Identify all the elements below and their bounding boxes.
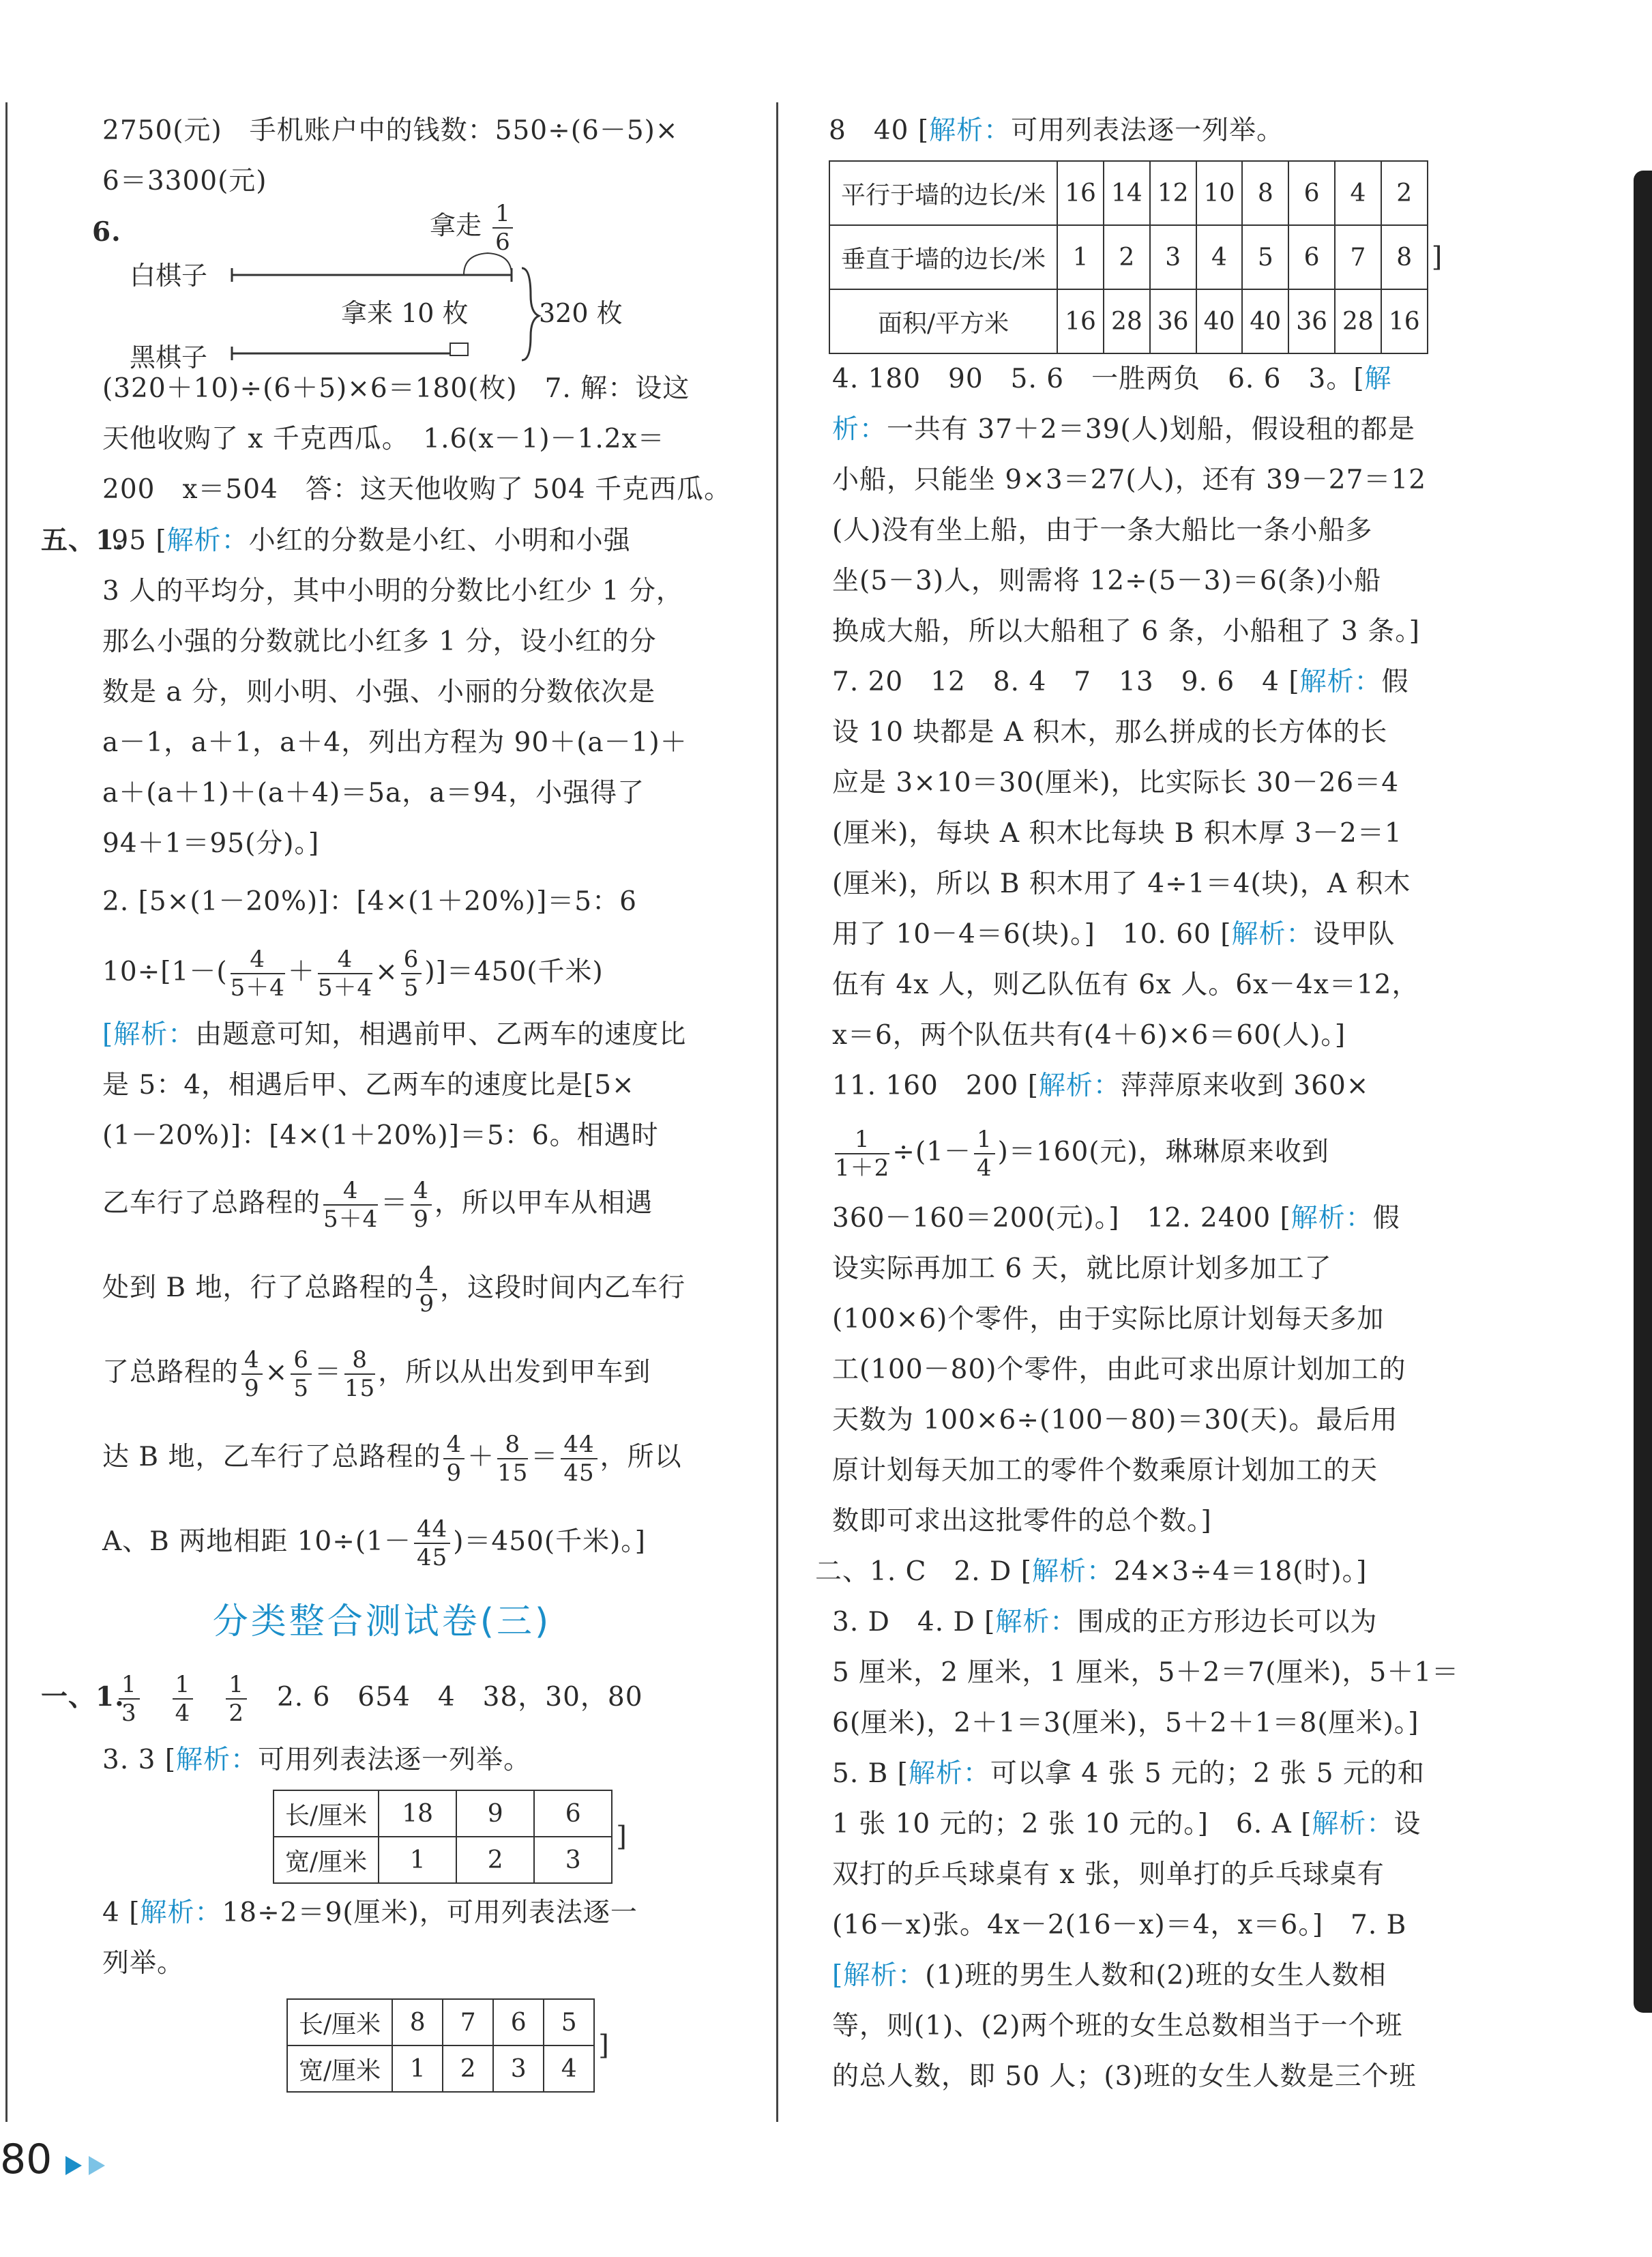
table-row — [287, 1999, 594, 2045]
table-cell: 4 — [544, 2045, 594, 2092]
text-part: )＝160(元)，琳琳原来收到 — [997, 1137, 1329, 1167]
table-cell: 7 — [443, 1999, 493, 2045]
analysis-label: 解析： — [1031, 1556, 1114, 1587]
analysis-text: 一共有 37＋2＝39(人)划船，假设租的都是 — [887, 414, 1415, 445]
length-width-table — [273, 1790, 613, 1884]
text-line: 小船，只能坐 9×3＝27(人)，还有 39－27＝12 — [832, 465, 1427, 495]
table-cell: 40 — [1196, 289, 1243, 353]
text-part: ，所以 — [600, 1442, 682, 1472]
analysis-label: [解析： — [832, 1960, 926, 1991]
table-cell: 长/厘米 — [287, 1999, 392, 2045]
text-line: 工(100－80)个零件，由此可求出原计划加工的 — [832, 1354, 1406, 1385]
table-cell: 6 — [1288, 225, 1335, 289]
analysis-label: 解析： — [1231, 919, 1314, 950]
fraction-top: 4 — [443, 1431, 464, 1459]
text-part: ，所以甲车从相遇 — [434, 1188, 653, 1219]
answer-text: 用了 10－4＝6(块)。] 10. 60 [ — [832, 919, 1232, 950]
operator: × — [265, 1357, 289, 1388]
analysis-line — [815, 1193, 1538, 1244]
operator: ＋ — [467, 1442, 495, 1472]
formula-line — [20, 935, 743, 1010]
fraction-top: 6 — [401, 946, 422, 974]
fraction-bottom: 1＋2 — [835, 1154, 890, 1182]
fraction-top: 4 — [323, 1177, 378, 1206]
text-line: 3 人的平均分，其中小明的分数比小红少 1 分， — [102, 576, 683, 607]
fraction — [443, 1431, 464, 1487]
fraction-top: 4 — [231, 946, 285, 974]
table-row — [829, 161, 1428, 225]
section-label: 五、1. — [41, 525, 125, 556]
fraction-line — [20, 1161, 743, 1246]
fraction-top: 1 — [173, 1671, 194, 1700]
text-line: (厘米)，每块 A 积木比每块 B 积木厚 3－2＝1 — [832, 818, 1402, 849]
text-line: 换成大船，所以大船租了 6 条，小船租了 3 条。] — [832, 616, 1420, 647]
fraction-bottom: 15 — [497, 1459, 529, 1487]
fraction — [226, 1671, 247, 1727]
fraction-bottom: 4 — [976, 1154, 992, 1182]
answer-text: 95 [ — [111, 525, 167, 556]
table-row — [274, 1837, 612, 1883]
analysis-line — [815, 657, 1538, 708]
text-part: A、B 两地相距 10÷(1－ — [102, 1526, 411, 1557]
analysis-text: 可以拿 4 张 5 元的；2 张 5 元的和 — [990, 1758, 1425, 1789]
analysis-line — [815, 1799, 1538, 1850]
fraction — [291, 1346, 312, 1402]
fraction-bottom: 5＋4 — [317, 974, 373, 1002]
fraction — [344, 1346, 375, 1402]
analysis-label: 解析： — [176, 1745, 259, 1775]
fraction-top: 1 — [492, 200, 513, 229]
analysis-line — [815, 1061, 1538, 1111]
table-cell: 36 — [1150, 289, 1196, 353]
answer-text: 4 [ — [102, 1897, 141, 1928]
closing-bracket: ] — [616, 1821, 627, 1852]
table-cell: 3 — [493, 2045, 544, 2092]
fraction-bottom: 45 — [563, 1459, 595, 1487]
fraction — [231, 946, 285, 1002]
fraction — [835, 1126, 889, 1182]
analysis-text: 设 — [1393, 1809, 1421, 1839]
text-line: 5 厘米，2 厘米，1 厘米，5＋2＝7(厘米)，5＋1＝ — [832, 1657, 1460, 1688]
table-cell: 4 — [1196, 225, 1243, 289]
table-cell: 平行于墙的边长/米 — [829, 161, 1057, 225]
table-row — [287, 2045, 594, 2092]
text-line: 是 5：4，相遇后甲、乙两车的速度比是[5× — [102, 1070, 635, 1101]
fraction-top: 1 — [226, 1671, 247, 1700]
text-line: 设实际再加工 6 天，就比原计划多加工了 — [832, 1253, 1332, 1284]
table-cell: 7 — [1335, 225, 1381, 289]
analysis-label: 解析： — [908, 1758, 990, 1789]
text-line: (厘米)，所以 B 积木用了 4÷1＝4(块)，A 积木 — [832, 869, 1411, 899]
answer-text: 360－160＝200(元)。] 12. 2400 [ — [832, 1203, 1291, 1234]
analysis-text: 萍萍原来收到 360× — [1120, 1071, 1370, 1101]
answer-text: 3. D 4. D [ — [832, 1607, 996, 1637]
text-part: ，这段时间内乙车行 — [440, 1272, 686, 1303]
fraction — [401, 946, 422, 1002]
fraction-line — [20, 1246, 743, 1330]
analysis-label: [解析： — [102, 1019, 196, 1050]
fraction-top: 4 — [411, 1177, 432, 1206]
fraction-line — [20, 1500, 743, 1584]
left-column — [20, 106, 743, 2093]
table-cell: 8 — [1381, 225, 1428, 289]
fraction-top: 8 — [497, 1431, 528, 1459]
table-cell: 6 — [493, 1999, 544, 2045]
analysis-label: 解析： — [1290, 1203, 1373, 1234]
text-line: 应是 3×10＝30(厘米)，比实际长 30－26＝4 — [832, 768, 1400, 798]
fraction-bottom: 6 — [495, 229, 510, 256]
section-one-line — [20, 1659, 743, 1735]
fraction — [318, 946, 372, 1002]
fraction-top: 1 — [974, 1126, 995, 1154]
bring-label: 拿来 10 枚 — [341, 298, 469, 328]
question-number: 6. — [92, 216, 121, 248]
operator: ＝ — [314, 1357, 342, 1388]
formula-part: )]＝450(千米) — [424, 957, 604, 987]
analysis-text: (1)班的男生人数和(2)班的女生人数相 — [925, 1960, 1387, 1991]
analysis-text: 小红的分数是小红、小明和小强 — [248, 525, 631, 556]
analysis-label: 解析： — [929, 115, 1012, 146]
answer-text: 3. 3 [ — [102, 1745, 177, 1775]
table-cell: 宽/厘米 — [274, 1837, 379, 1883]
table-cell: 1 — [379, 1837, 456, 1883]
text-part: 达 B 地，乙车行了总路程的 — [102, 1442, 441, 1472]
analysis-line — [20, 1735, 743, 1786]
closing-bracket: ] — [598, 2030, 609, 2061]
fraction — [974, 1126, 995, 1182]
table-cell: 2 — [1104, 225, 1150, 289]
table-cell: 3 — [1150, 225, 1196, 289]
page-edge-shadow — [1634, 171, 1652, 2013]
section-five-line — [20, 515, 743, 566]
analysis-text: 由题意可知，相遇前甲、乙两车的速度比 — [195, 1019, 687, 1050]
analysis-text: 18÷2＝9(厘米)，可用列表法逐一 — [222, 1897, 638, 1928]
table-cell: 36 — [1288, 289, 1335, 353]
text-line: (100×6)个零件，由于实际比原计划每天多加 — [832, 1304, 1385, 1335]
fraction-bottom: 45 — [416, 1544, 448, 1571]
formula-part: 10÷[1－( — [102, 957, 228, 987]
text-line: (1－20%)]：[4×(1＋20%)]＝5：6。相遇时 — [102, 1120, 659, 1151]
table-cell: 2 — [456, 1837, 534, 1883]
text-part: 了总路程的 — [102, 1357, 239, 1388]
table-cell: 9 — [456, 1790, 534, 1837]
answer-text: 二、1. C 2. D [ — [815, 1556, 1032, 1587]
fraction-top: 1 — [119, 1671, 140, 1700]
fraction-bottom: 15 — [344, 1375, 376, 1402]
fraction-bottom: 5＋4 — [230, 974, 285, 1002]
text-part: 处到 B 地，行了总路程的 — [102, 1272, 414, 1303]
table-wrapper — [20, 1989, 743, 2093]
table-row — [829, 289, 1428, 353]
text-line: 双打的乒乓球桌有 x 张，则单打的乒乓球桌有 — [832, 1859, 1385, 1890]
table-cell: 3 — [534, 1837, 612, 1883]
text-part: ÷(1－ — [892, 1137, 971, 1167]
table-cell: 16 — [1381, 289, 1428, 353]
table-cell: 28 — [1335, 289, 1381, 353]
table-cell: 垂直于墙的边长/米 — [829, 225, 1057, 289]
total-label: 320 枚 — [539, 298, 623, 328]
black-chess-label: 黑棋子 — [130, 343, 208, 373]
fraction — [173, 1671, 194, 1727]
fraction-bottom: 5 — [403, 974, 419, 1002]
table-cell: 12 — [1150, 161, 1196, 225]
table-wrapper — [20, 1786, 743, 1888]
fraction-bottom: 4 — [175, 1700, 191, 1727]
fraction — [414, 1515, 450, 1571]
text-line: 6＝3300(元) — [102, 166, 267, 196]
text-line: 的总人数，即 50 人；(3)班的女生人数是三个班 — [832, 2061, 1417, 2092]
table-cell: 2 — [1381, 161, 1428, 225]
text-line: 原计划每天加工的零件个数乘原计划加工的天 — [832, 1455, 1378, 1486]
next-arrows-icon — [65, 2153, 120, 2178]
table-row — [829, 225, 1428, 289]
fraction — [119, 1671, 140, 1727]
analysis-label: 解析： — [1038, 1071, 1121, 1101]
fraction — [497, 1431, 528, 1487]
table-cell: 5 — [1242, 225, 1288, 289]
length-width-table-2 — [286, 1998, 595, 2093]
table-cell: 14 — [1104, 161, 1150, 225]
answer-text: 2. 6 654 4 38，30，80 — [276, 1682, 643, 1713]
analysis-line — [20, 1010, 743, 1060]
fraction-line — [20, 1415, 743, 1500]
fraction-top: 44 — [561, 1431, 597, 1459]
table-cell: 10 — [1196, 161, 1243, 225]
table-cell: 40 — [1242, 289, 1288, 353]
table-cell: 面积/平方米 — [829, 289, 1057, 353]
analysis-text: 假 — [1372, 1203, 1400, 1234]
fraction-bottom: 3 — [121, 1700, 137, 1727]
fraction-line — [20, 1330, 743, 1415]
analysis-line — [815, 106, 1538, 156]
text-line: 2750(元) 手机账户中的钱数：550÷(6－5)× — [102, 115, 679, 146]
fraction-bottom: 2 — [228, 1700, 244, 1727]
closing-bracket: ] — [1431, 242, 1443, 273]
text-line: 天他收购了 x 千克西瓜。 1.6(x－1)－1.2x＝ — [102, 424, 665, 454]
text-line: 列举。 — [102, 1948, 185, 1979]
left-margin-rule — [5, 102, 8, 2122]
operator: ＝ — [381, 1188, 409, 1219]
analysis-line — [20, 1888, 743, 1938]
operator: ＋ — [287, 957, 315, 987]
fraction-top: 4 — [416, 1262, 437, 1290]
text-line: 天数为 100×6÷(100－80)＝30(天)。最后用 — [832, 1405, 1398, 1436]
analysis-text: 可用列表法逐一列举。 — [258, 1745, 531, 1775]
fraction-bottom: 5 — [293, 1375, 309, 1402]
fraction — [411, 1177, 432, 1233]
fraction-bottom: 9 — [413, 1206, 429, 1233]
table-cell: 4 — [1335, 161, 1381, 225]
analysis-line — [815, 405, 1538, 455]
fraction-top: 4 — [318, 946, 372, 974]
answer-text: 1 张 10 元的；2 张 10 元的。] 6. A [ — [832, 1809, 1312, 1839]
analysis-line — [815, 1951, 1538, 2001]
white-chess-label: 白棋子 — [130, 261, 208, 291]
fraction-top: 44 — [414, 1515, 450, 1544]
fraction-top: 1 — [835, 1126, 889, 1154]
text-line: (320＋10)÷(6＋5)×6＝180(枚) 7. 解：设这 — [102, 373, 690, 404]
analysis-line — [815, 1597, 1538, 1648]
text-line: 坐(5－3)人，则需将 12÷(5－3)＝6(条)小船 — [832, 566, 1382, 596]
analysis-label: 解 — [1364, 364, 1392, 394]
fraction-bottom: 5＋4 — [323, 1206, 379, 1233]
column-divider — [776, 102, 778, 2122]
answer-text: 4. 180 90 5. 6 一胜两负 6. 6 3。[ — [832, 364, 1365, 394]
area-table — [829, 160, 1428, 354]
fraction-top: 8 — [344, 1346, 375, 1375]
fraction-bottom: 9 — [419, 1290, 435, 1317]
text-line: a＋(a＋1)＋(a＋4)＝5a，a＝94，小强得了 — [102, 778, 645, 809]
analysis-label: 解析： — [1312, 1809, 1394, 1839]
fraction-top: 6 — [291, 1346, 312, 1375]
fraction-bottom: 9 — [446, 1459, 462, 1487]
text-line: x＝6，两个队伍共有(4＋6)×6＝60(人)。] — [832, 1020, 1346, 1051]
fraction — [416, 1262, 437, 1317]
take-away-text: 拿走 — [430, 210, 482, 241]
text-line: 94＋1＝95(分)。] — [102, 828, 320, 859]
analysis-line — [815, 909, 1538, 960]
analysis-label: 解析： — [140, 1897, 222, 1928]
table-cell: 宽/厘米 — [287, 2045, 392, 2092]
text-part: ，所以从出发到甲车到 — [378, 1357, 651, 1388]
text-line: 那么小强的分数就比小红多 1 分，设小红的分 — [102, 626, 657, 657]
table-wrapper — [815, 156, 1538, 354]
table-cell: 18 — [379, 1790, 456, 1837]
analysis-text: 设甲队 — [1313, 919, 1396, 950]
fraction-bottom: 9 — [244, 1375, 260, 1402]
text-line: 数即可求出这批零件的总个数。] — [832, 1506, 1212, 1537]
answer-text: 8 40 [ — [829, 115, 930, 146]
fraction-line — [815, 1111, 1538, 1193]
analysis-label: 析： — [832, 414, 887, 445]
analysis-text: 可用列表法逐一列举。 — [1011, 115, 1284, 146]
analysis-label: 解析： — [995, 1607, 1078, 1637]
segment-lines — [20, 207, 743, 364]
table-row — [274, 1790, 612, 1837]
text-line: a－1，a＋1，a＋4，列出方程为 90＋(a－1)＋ — [102, 727, 688, 758]
analysis-label: 解析： — [1299, 667, 1382, 697]
analysis-line — [815, 1749, 1538, 1799]
answer-text: 11. 160 200 [ — [832, 1071, 1039, 1101]
analysis-text: 围成的正方形边长可以为 — [1077, 1607, 1378, 1637]
text-line: 200 x＝504 答：这天他收购了 504 千克西瓜。 — [102, 474, 732, 505]
table-cell: 1 — [392, 2045, 443, 2092]
text-line: 数是 a 分，则小明、小强、小丽的分数依次是 — [102, 677, 656, 708]
section-title: 分类整合测试卷(三) — [212, 1601, 552, 1642]
analysis-text: 24×3÷4＝18(时)。] — [1113, 1556, 1368, 1587]
fraction-top: 4 — [241, 1346, 263, 1375]
table-cell: 28 — [1104, 289, 1150, 353]
text-line: 等，则(1)、(2)两个班的女生总数相当于一个班 — [832, 2011, 1403, 2041]
operator: ＝ — [531, 1442, 559, 1472]
table-cell: 5 — [544, 1999, 594, 2045]
table-cell: 6 — [534, 1790, 612, 1837]
table-cell: 6 — [1288, 161, 1335, 225]
text-line: (16－x)张。4x－2(16－x)＝4，x＝6。] 7. B — [832, 1910, 1407, 1940]
text-line: 设 10 块都是 A 积木，那么拼成的长方体的长 — [832, 717, 1388, 748]
chess-diagram — [20, 200, 743, 373]
text-part: )＝450(千米)。] — [453, 1526, 647, 1557]
page-number: 80 — [0, 2136, 53, 2183]
table-cell: 16 — [1057, 161, 1104, 225]
table-cell: 1 — [1057, 225, 1104, 289]
text-line: 2. [5×(1－20%)]：[4×(1＋20%)]＝5：6 — [102, 886, 637, 917]
fraction — [241, 1346, 263, 1402]
text-line: 伍有 4x 人，则乙队伍有 6x 人。6x－4x＝12， — [832, 970, 1419, 1000]
operator: × — [375, 957, 398, 987]
table-cell: 2 — [443, 2045, 493, 2092]
table-cell: 长/厘米 — [274, 1790, 379, 1837]
table-cell: 16 — [1057, 289, 1104, 353]
analysis-text: 假 — [1381, 667, 1409, 697]
section-two-line — [815, 1547, 1538, 1597]
text-line: 6(厘米)，2＋1＝3(厘米)，5＋2＋1＝8(厘米)。] — [832, 1708, 1419, 1738]
text-line: (人)没有坐上船，由于一条大船比一条小船多 — [832, 515, 1373, 546]
answer-text: 7. 20 12 8. 4 7 13 9. 6 4 [ — [832, 667, 1300, 697]
table-cell: 8 — [392, 1999, 443, 2045]
fraction — [561, 1431, 597, 1487]
analysis-label: 解析： — [166, 525, 249, 556]
section-label: 一、1. — [41, 1681, 125, 1713]
table-cell: 8 — [1242, 161, 1288, 225]
analysis-line — [815, 354, 1538, 405]
right-column — [815, 106, 1538, 2102]
text-part: 乙车行了总路程的 — [102, 1188, 321, 1219]
fraction — [323, 1177, 378, 1233]
answer-text: 5. B [ — [832, 1758, 909, 1789]
